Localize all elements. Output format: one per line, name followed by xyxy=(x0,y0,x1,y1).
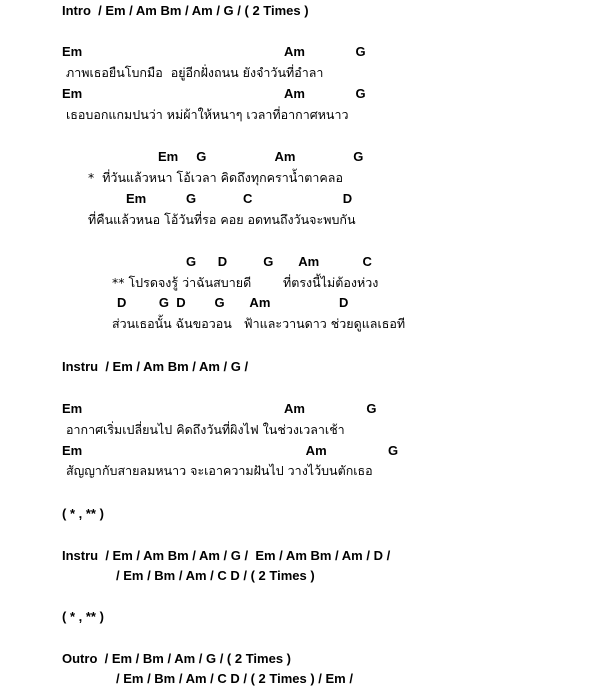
verse2-lyric-1: อากาศเริ่มเปลี่ยนไป คิดถึงวันที่ผิงไฟ ในช่วงเวลาเช้า xyxy=(66,422,345,437)
instru-line-2a: Instru / Em / Am Bm / Am / G / Em / Am Bm / Am / D / xyxy=(62,548,391,563)
verse1-chords-1: Em Am G xyxy=(62,44,366,59)
chorus2-lyric-1: ** โปรดจงรู้ ว่าฉันสบายดี ที่ตรงนี้ไม่ต้องห่วง xyxy=(112,275,379,290)
verse1-chords-2: Em Am G xyxy=(62,86,366,101)
verse2-lyric-2: สัญญากับสายลมหนาว จะเอาความฝันไป วางไว้บนตักเธอ xyxy=(66,463,373,478)
chorus2-chords-1: G D G Am C xyxy=(186,254,372,269)
intro-line: Intro / Em / Am Bm / Am / G / ( 2 Times ) xyxy=(62,3,309,18)
repeat-marker-2: ( * , ** ) xyxy=(62,609,104,624)
chorus1-lyric-1: * ที่วันแล้วหนา โอ้เวลา คิดถึงทุกคราน้ำตาคลอ xyxy=(88,170,343,185)
chorus2-chords-2: D G D G Am D xyxy=(117,295,349,310)
verse2-chords-2: Em Am G xyxy=(62,443,399,458)
chorus1-chords-1: Em G Am G xyxy=(158,149,364,164)
repeat-marker-1: ( * , ** ) xyxy=(62,506,104,521)
outro-line-2: / Em / Bm / Am / C D / ( 2 Times ) / Em / xyxy=(116,671,353,686)
instru-line-1: Instru / Em / Am Bm / Am / G / xyxy=(62,359,249,374)
outro-line-1: Outro / Em / Bm / Am / G / ( 2 Times ) xyxy=(62,651,291,666)
verse1-lyric-2: เธอบอกแกมปนว่า หม่ผ้าให้หนาๆ เวลาที่อากาศหนาว xyxy=(66,107,349,122)
chorus1-lyric-2: ที่คืนแล้วหนอ โอ้วันที่รอ คอย อดทนถึงวันจะพบกัน xyxy=(88,212,356,227)
verse1-lyric-1: ภาพเธอยืนโบกมือ อยู่อีกฝั่งถนน ยังจำวันที่อำลา xyxy=(66,65,324,80)
chorus2-lyric-2: ส่วนเธอนั้น ฉันขอวอน ฟ้าและวานดาว ช่วยดูแลเธอที xyxy=(112,316,406,331)
chorus1-chords-2: Em G C D xyxy=(126,191,353,206)
instru-line-2b: / Em / Bm / Am / C D / ( 2 Times ) xyxy=(116,568,315,583)
verse2-chords-1: Em Am G xyxy=(62,401,377,416)
